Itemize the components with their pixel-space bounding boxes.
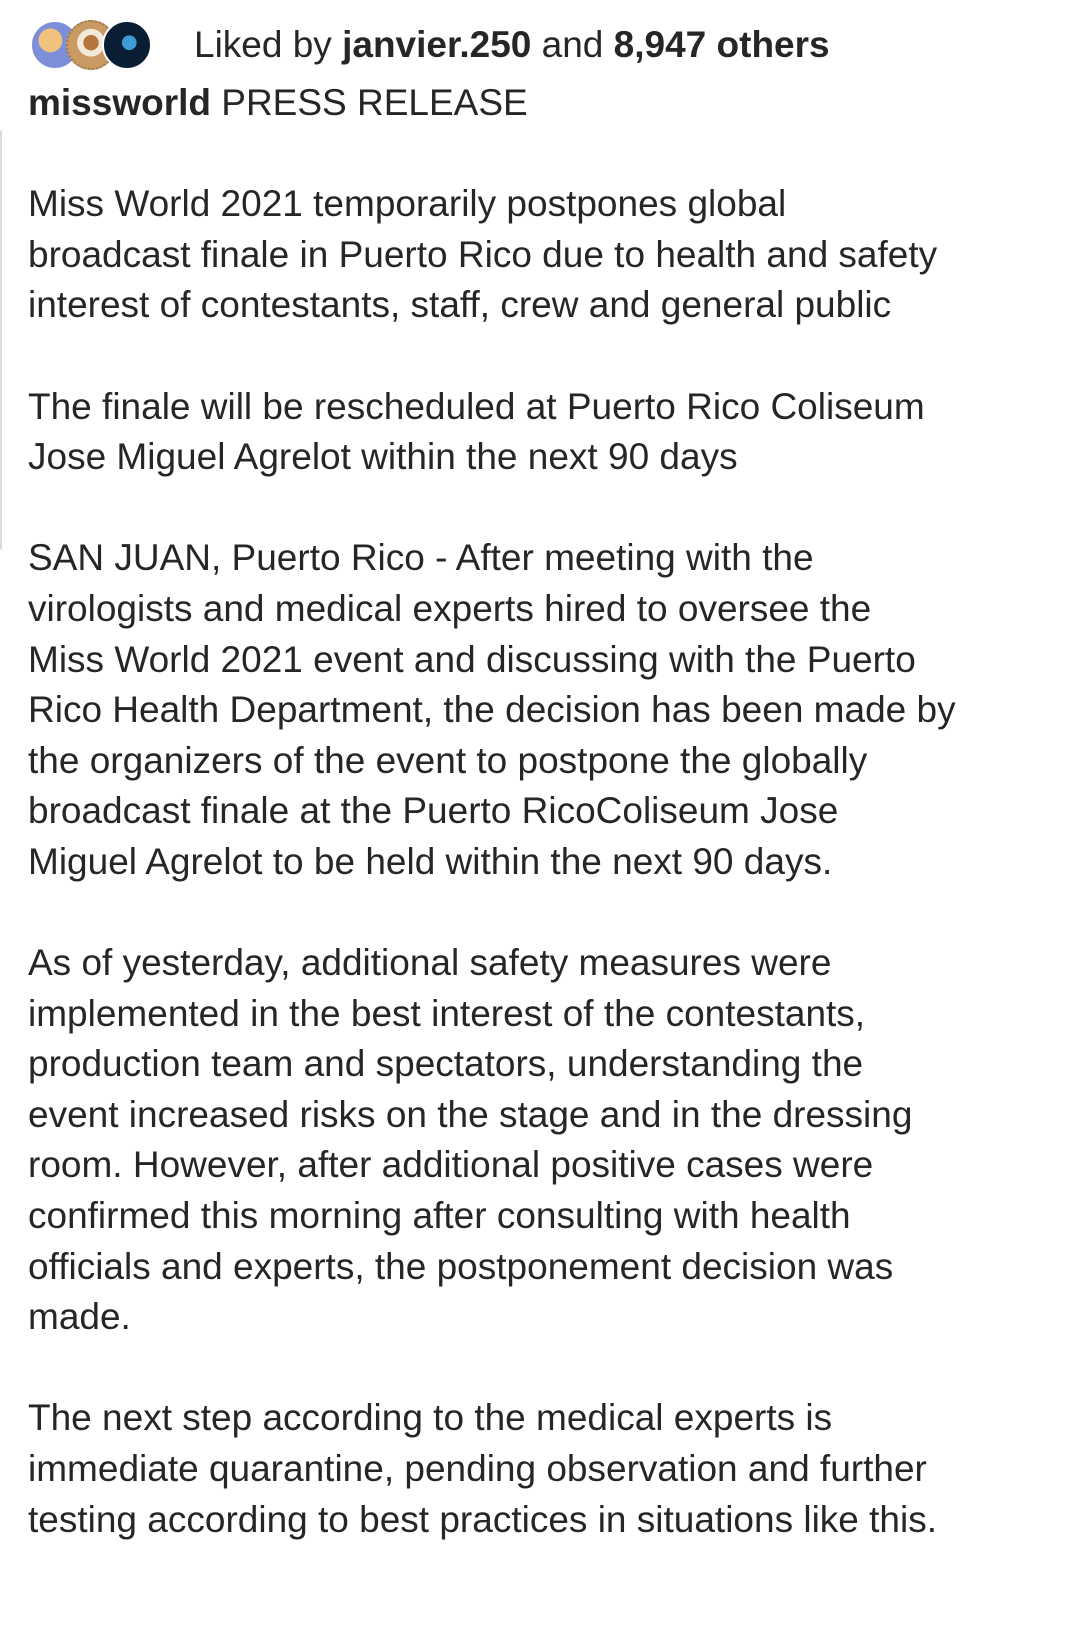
caption-paragraph — [28, 1393, 1038, 1545]
scroll-indicator — [0, 130, 2, 550]
likes-middle: and — [541, 24, 604, 65]
caption-line: The next step according to the medical experts is — [28, 1397, 833, 1439]
avatar[interactable] — [102, 20, 152, 70]
caption-header — [28, 78, 1038, 129]
caption-line: production team and spectators, understanding the — [28, 1043, 864, 1085]
caption-paragraph — [28, 179, 1038, 331]
post-caption — [28, 78, 1038, 1545]
caption-line: broadcast finale in Puerto Rico due to health and safety — [28, 233, 938, 275]
caption-paragraph — [28, 533, 1038, 887]
caption-paragraph — [28, 382, 1038, 483]
caption-line: room. However, after additional positive cases were — [28, 1144, 874, 1186]
likes-row — [30, 16, 830, 74]
caption-line: event increased risks on the stage and in the dressing — [28, 1093, 913, 1135]
caption-line: implemented in the best interest of the contestants, — [28, 992, 866, 1034]
post-username-link[interactable]: missworld — [28, 82, 211, 123]
liker-username-link[interactable]: janvier.250 — [342, 24, 532, 65]
likes-prefix: Liked by — [194, 24, 332, 65]
caption-line: As of yesterday, additional safety measures were — [28, 942, 832, 984]
likes-count-link[interactable]: 8,947 others — [613, 24, 830, 65]
caption-line: confirmed this morning after consulting with health — [28, 1195, 851, 1237]
caption-line: Miss World 2021 temporarily postpones global — [28, 183, 787, 225]
caption-paragraph — [28, 938, 1038, 1343]
caption-line: Jose Miguel Agrelot within the next 90 days — [28, 436, 738, 478]
liker-avatars[interactable] — [30, 17, 180, 73]
caption-line: interest of contestants, staff, crew and general public — [28, 284, 892, 326]
caption-line: Miss World 2021 event and discussing with the Puerto — [28, 638, 916, 680]
caption-line: Rico Health Department, the decision has been made by — [28, 689, 956, 731]
likes-summary — [194, 16, 830, 74]
caption-title: PRESS RELEASE — [221, 82, 528, 123]
caption-line: virologists and medical experts hired to oversee the — [28, 587, 872, 629]
caption-line: officials and experts, the postponement decision was — [28, 1245, 894, 1287]
caption-line: broadcast finale at the Puerto RicoColiseum Jose — [28, 790, 839, 832]
caption-line: the organizers of the event to postpone the globally — [28, 739, 868, 781]
caption-line: testing according to best practices in situations like this. — [28, 1498, 938, 1540]
caption-line: immediate quarantine, pending observation and further — [28, 1448, 927, 1490]
caption-line: The finale will be rescheduled at Puerto Rico Coliseum — [28, 385, 925, 427]
caption-line: made. — [28, 1296, 131, 1338]
caption-line: SAN JUAN, Puerto Rico - After meeting with the — [28, 537, 814, 579]
caption-line: Miguel Agrelot to be held within the next 90 days. — [28, 840, 833, 882]
